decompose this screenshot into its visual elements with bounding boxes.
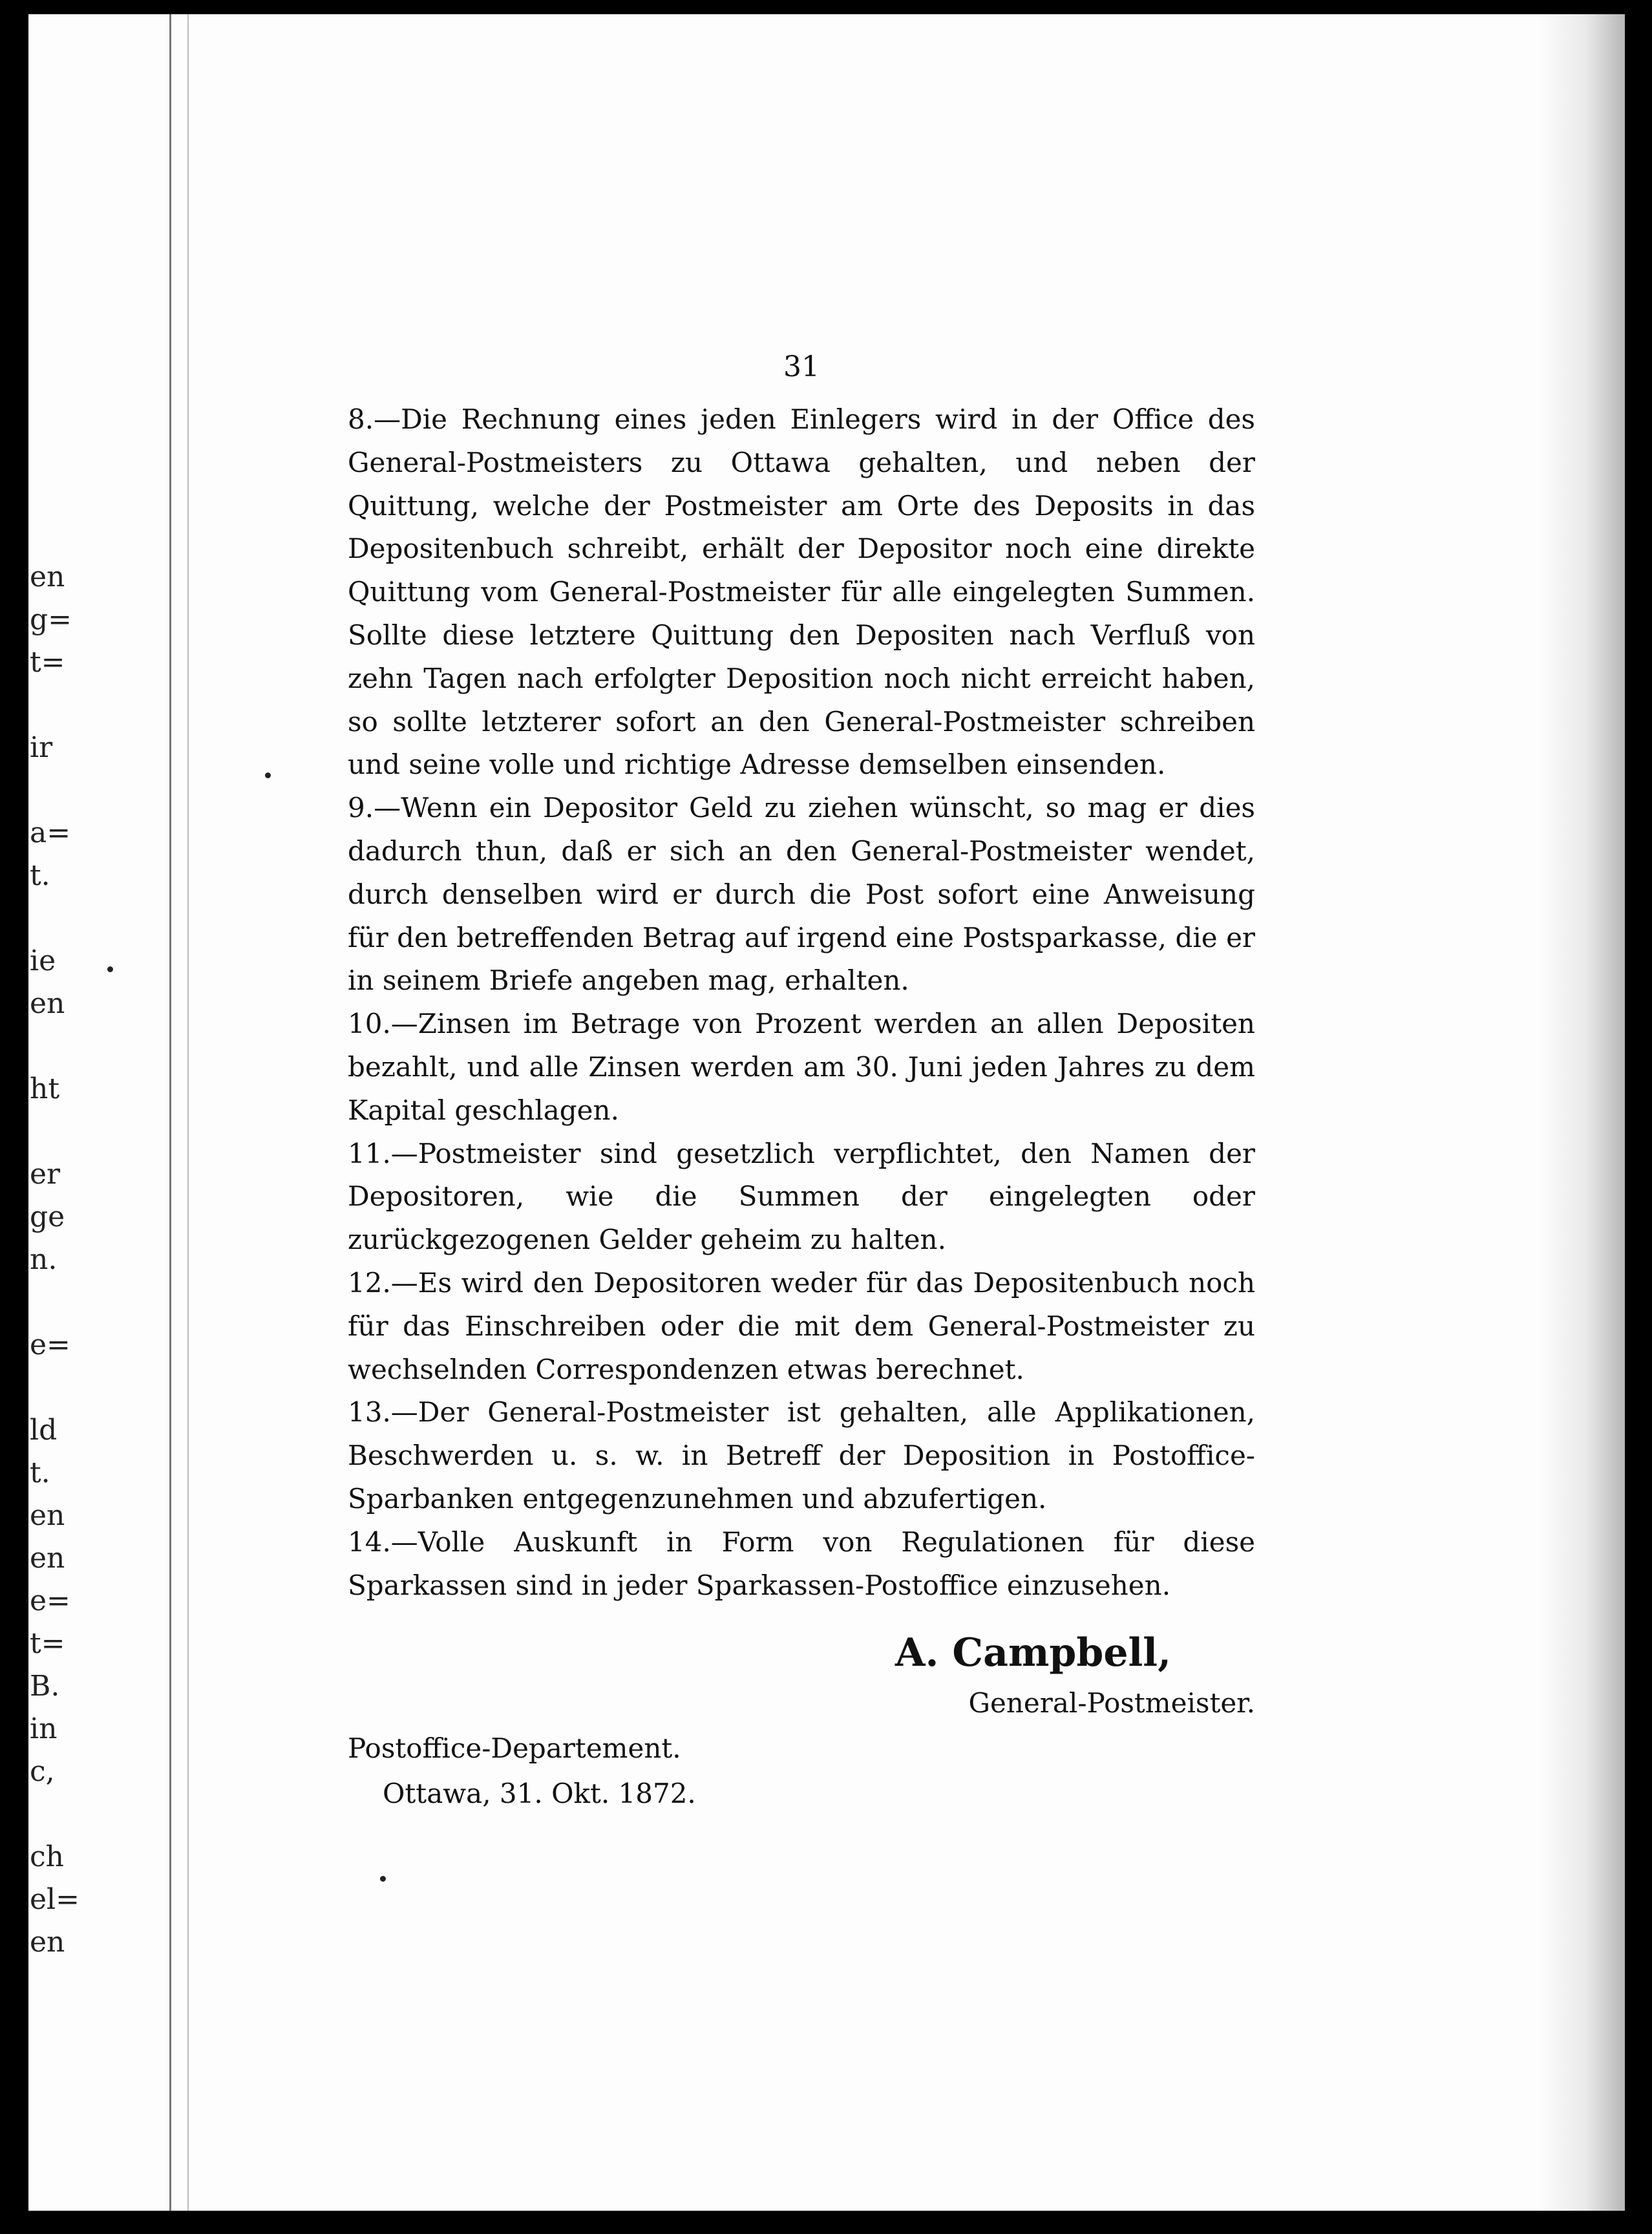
facing-page-fragment: n. — [30, 1243, 58, 1276]
facing-page-fragment — [30, 1367, 62, 1409]
facing-page-fragment: e= — [30, 1584, 70, 1617]
facing-page-fragment: t. — [30, 859, 50, 892]
facing-page-fragment: in — [30, 1712, 58, 1745]
paragraph-10: 10.—Zinsen im Betrage von Prozent werden an allen Depositen bezahlt, und alle Zinsen werden am 30. Juni jeden Jahres zu dem Kapital geschlagen. — [348, 1008, 1255, 1126]
facing-page-fragment: t= — [30, 1627, 65, 1660]
binding-gutter-line — [169, 14, 171, 2211]
facing-page-fragment: B. — [30, 1670, 60, 1703]
facing-page-fragment: en — [30, 1926, 65, 1959]
facing-page-fragment: ge — [30, 1200, 65, 1233]
facing-page-fragment: ht — [30, 1072, 60, 1105]
stray-ink-mark — [265, 772, 271, 778]
facing-page-fragment: ch — [30, 1840, 64, 1873]
page-edge-shadow — [1538, 14, 1625, 2211]
paragraph-11: 11.—Postmeister sind gesetzlich verpflichtet, den Namen der Depositoren, wie die Summen der eingelegten oder zurückgezogenen Gelder geheim zu halten. — [348, 1137, 1255, 1256]
facing-page-fragment: c, — [30, 1755, 55, 1788]
facing-page-fragment: ir — [30, 731, 53, 764]
facing-page-fragment: er — [30, 1158, 61, 1191]
facing-page-fragment: t. — [30, 1456, 50, 1489]
document-text-block — [348, 336, 1255, 1816]
facing-page-fragment — [30, 897, 62, 940]
department-line: Postoffice-Departement. — [348, 1732, 681, 1765]
facing-page-fragment: el= — [30, 1883, 79, 1916]
facing-page-fragment: ld — [30, 1414, 58, 1447]
paragraph-8: 8.—Die Rechnung eines jeden Einlegers wird in der Office des General-Postmeisters zu Ottawa gehalten, und neben der Quittung, welche der Postmeister am Orte des Deposits in das Depositenbuch schreibt, erhält der Depositor noch eine direkte Quittung vom General-Postmeister für alle eingelegten Summen. Sollte diese letztere Quittung den Depositen nach Verfluß von zehn Tagen nach erfolgter Deposition noch nicht erreicht haben, so sollte letzterer sofort an den General-Postmeister schreiben und seine volle und richtige Adresse demselben einsenden. — [348, 403, 1255, 781]
facing-page-fragment — [30, 1281, 62, 1324]
place-date-line: Ottawa, 31. Okt. 1872. — [383, 1778, 696, 1810]
facing-page-fragment — [30, 769, 62, 812]
signature-name: A. Campbell, — [895, 1630, 1171, 1676]
paragraph-12: 12.—Es wird den Depositoren weder für das Depositenbuch noch für das Einschreiben oder die mit dem General-Postmeister zu wechselnden Correspondenzen etwas berechnet. — [348, 1266, 1255, 1385]
stray-ink-mark — [107, 966, 113, 972]
facing-page-fragments — [30, 556, 79, 1964]
facing-page-fragment: en — [30, 560, 65, 593]
signature-title: General-Postmeister. — [968, 1687, 1255, 1719]
facing-page-fragment — [30, 1793, 62, 1836]
facing-page-fragment: en — [30, 1542, 65, 1575]
facing-page-fragment: en — [30, 987, 65, 1020]
binding-gutter-line-inner — [187, 14, 189, 2211]
paragraph-13: 13.—Der General-Postmeister ist gehalten, alle Applikationen, Beschwerden u. s. w. in Betreff der Deposition in Postoffice-Sparbanken entgegenzunehmen und abzufertigen. — [348, 1396, 1255, 1515]
facing-page-fragment: e= — [30, 1328, 70, 1361]
page-number: 31 — [783, 350, 820, 383]
facing-page-fragment — [30, 1025, 62, 1068]
facing-page-fragment: en — [30, 1499, 65, 1532]
stray-ink-mark — [380, 1876, 386, 1882]
facing-page-fragment — [30, 1111, 62, 1153]
facing-page-fragment: t= — [30, 646, 65, 679]
facing-page-fragment: a= — [30, 816, 71, 849]
paragraph-14: 14.—Volle Auskunft in Form von Regulationen für diese Sparkassen sind in jeder Sparkassen-Postoffice einzusehen. — [348, 1526, 1255, 1601]
facing-page-fragment: g= — [30, 603, 72, 636]
paragraph-9: 9.—Wenn ein Depositor Geld zu ziehen wünscht, so mag er dies dadurch thun, daß er sich an den General-Postmeister wendet, durch denselben wird er durch die Post sofort eine Anweisung für den betreffenden Betrag auf irgend eine Postsparkasse, die er in seinem Briefe angeben mag, erhalten. — [348, 792, 1255, 997]
facing-page-fragment — [30, 684, 62, 727]
facing-page-fragment: ie — [30, 944, 56, 977]
